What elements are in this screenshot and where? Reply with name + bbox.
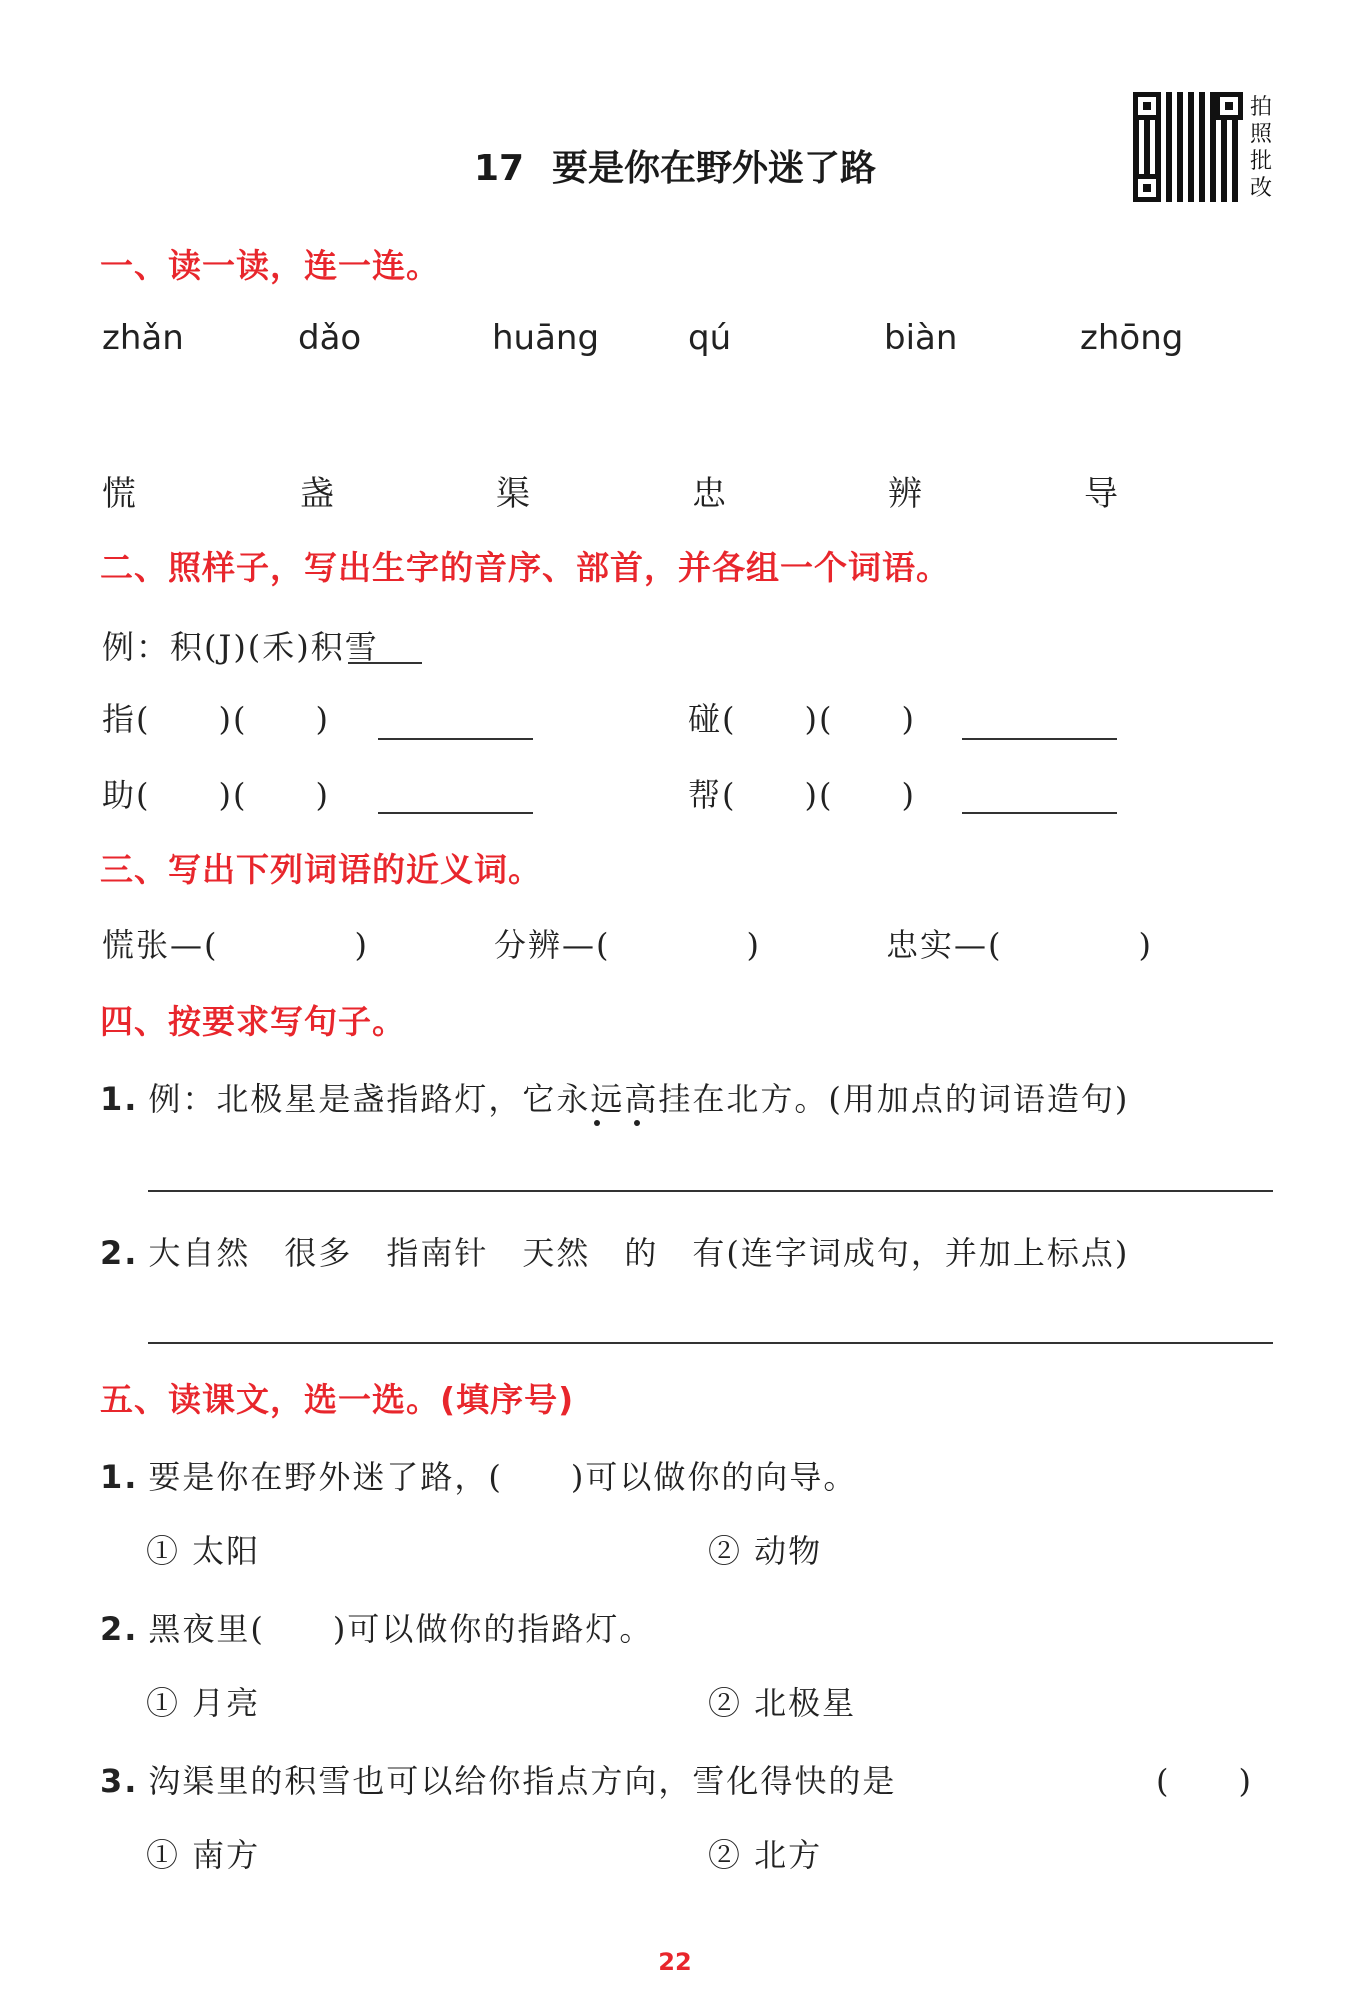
example-underline: [348, 662, 422, 664]
section-3-item-1: 慌张—( ): [102, 926, 369, 964]
pinyin-4: qú: [688, 318, 732, 358]
answer-line[interactable]: [962, 812, 1117, 814]
section-2-heading: 二、照样子，写出生字的音序、部首，并各组一个词语。: [100, 548, 950, 587]
emphasis-dot: [594, 1120, 600, 1126]
section-4-question-1: [100, 1074, 1129, 1120]
section-2-item-1: 指( )( ): [102, 700, 330, 738]
answer-line[interactable]: [148, 1190, 1273, 1192]
question-number: 2.: [100, 1234, 139, 1272]
section-3-item-2: 分辨—( ): [494, 926, 761, 964]
pinyin-2: dǎo: [298, 318, 362, 358]
question-number: 1.: [100, 1458, 139, 1496]
question-number: 3.: [100, 1762, 139, 1800]
answer-line[interactable]: [378, 738, 533, 740]
question-text: 黑夜里( )可以做你的指路灯。: [148, 1610, 654, 1648]
option-2[interactable]: ② 动物: [708, 1532, 823, 1570]
answer-line[interactable]: [378, 812, 533, 814]
section-5-question-1: [100, 1452, 857, 1498]
hanzi-6: 导: [1084, 474, 1118, 514]
section-2-item-2: 碰( )( ): [688, 700, 916, 738]
question-text: 大自然 很多 指南针 天然 的 有(连字词成句，并加上标点): [148, 1234, 1130, 1272]
page-number: 22: [658, 1948, 692, 1976]
option-2[interactable]: ② 北方: [708, 1836, 823, 1874]
option-1[interactable]: ① 月亮: [146, 1684, 261, 1722]
hanzi-2: 盏: [300, 474, 334, 514]
answer-line[interactable]: [148, 1342, 1273, 1344]
pinyin-5: biàn: [884, 318, 958, 358]
hanzi-4: 忠: [692, 474, 726, 514]
section-5-question-2: [100, 1604, 653, 1650]
section-2-example: 例：积(J)(禾)积雪: [102, 628, 379, 666]
qr-label: 拍照批改: [1250, 95, 1273, 201]
option-2[interactable]: ② 北极星: [708, 1684, 857, 1722]
question-text: 要是你在野外迷了路，( )可以做你的向导。: [148, 1458, 858, 1496]
emphasis-dot: [634, 1120, 640, 1126]
qr-code-icon[interactable]: [1133, 92, 1243, 202]
section-3-item-3: 忠实—( ): [886, 926, 1153, 964]
section-2-item-4: 帮( )( ): [688, 776, 916, 814]
question-text: 例：北极星是盏指路灯，它永远高挂在北方。(用加点的词语造句): [148, 1080, 1130, 1118]
hanzi-1: 慌: [102, 474, 136, 514]
hanzi-3: 渠: [496, 474, 530, 514]
section-2-item-3: 助( )( ): [102, 776, 330, 814]
question-number: 1.: [100, 1080, 139, 1118]
section-1-heading: 一、读一读，连一连。: [100, 246, 440, 285]
section-4-heading: 四、按要求写句子。: [100, 1002, 406, 1041]
section-5-heading: 五、读课文，选一选。(填序号): [100, 1380, 575, 1419]
pinyin-3: huāng: [492, 318, 600, 358]
pinyin-1: zhǎn: [102, 318, 184, 358]
question-text: 沟渠里的积雪也可以给你指点方向，雪化得快的是: [148, 1762, 897, 1800]
option-1[interactable]: ① 太阳: [146, 1532, 261, 1570]
answer-paren[interactable]: ( ): [1156, 1762, 1253, 1800]
question-number: 2.: [100, 1610, 139, 1648]
section-4-question-2: [100, 1228, 1129, 1274]
section-5-question-3: [100, 1756, 896, 1802]
hanzi-5: 辨: [888, 474, 922, 514]
option-1[interactable]: ① 南方: [146, 1836, 261, 1874]
section-3-heading: 三、写出下列词语的近义词。: [100, 850, 542, 889]
lesson-number: 17: [473, 148, 525, 189]
pinyin-6: zhōng: [1080, 318, 1184, 358]
lesson-title: 要是你在野外迷了路: [552, 148, 877, 189]
answer-line[interactable]: [962, 738, 1117, 740]
